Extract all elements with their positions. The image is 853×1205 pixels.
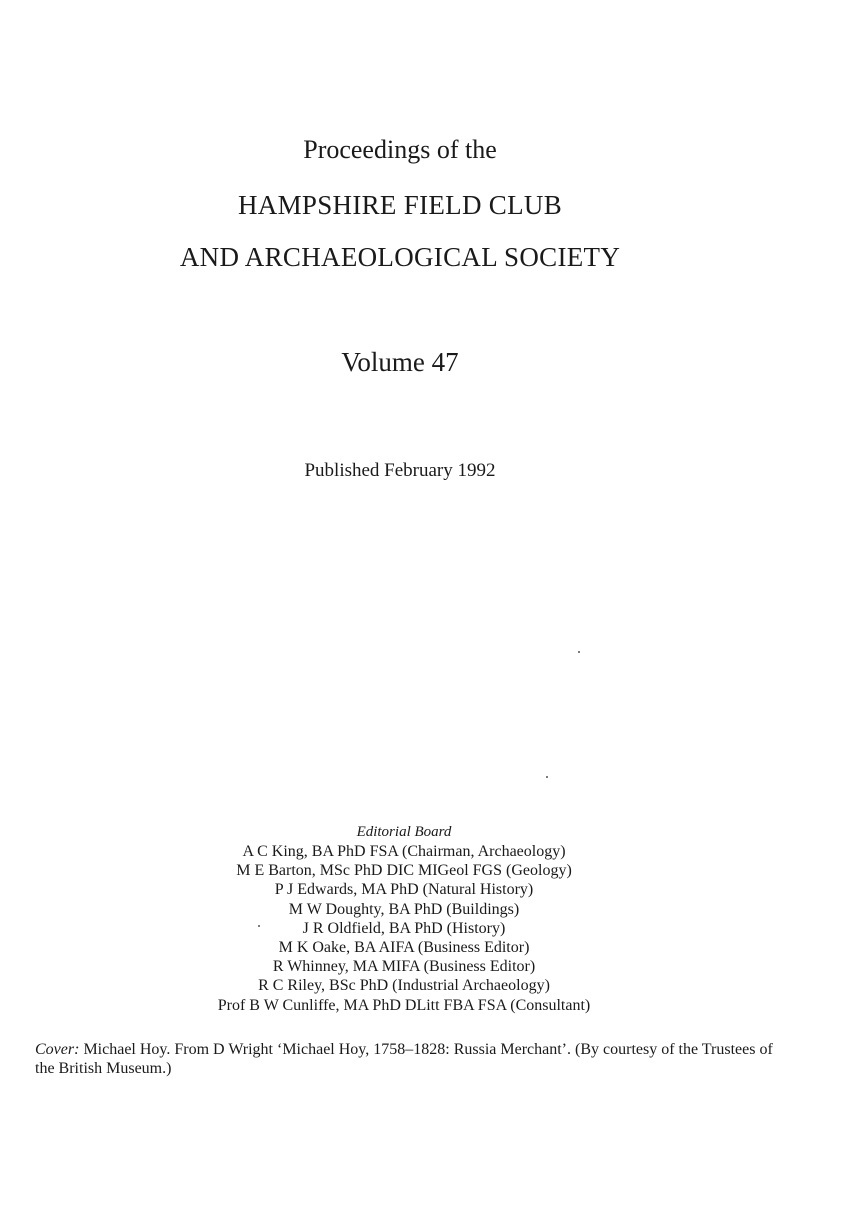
board-member: R C Riley, BSc PhD (Industrial Archaeology) — [258, 977, 550, 995]
editorial-board-heading: Editorial Board — [356, 824, 452, 840]
board-member: M E Barton, MSc PhD DIC MIGeol FGS (Geology) — [236, 862, 572, 880]
board-member: J R Oldfield, BA PhD (History) — [302, 919, 506, 937]
board-member: M W Doughty, BA PhD (Buildings) — [288, 900, 520, 918]
cover-note-text: Michael Hoy. From D Wright ‘Michael Hoy, 1758–1828: Russia Merchant’. (By courtesy of the Trustees of the British Museum.) — [35, 1041, 773, 1077]
publication-date: Published February 1992 — [304, 460, 496, 481]
editorial-board-list — [0, 842, 808, 1015]
board-member: Prof B W Cunliffe, MA PhD DLitt FBA FSA (Consultant) — [217, 996, 591, 1014]
society-title-line-2: AND ARCHAEOLOGICAL SOCIETY — [179, 242, 621, 272]
board-member: R Whinney, MA MIFA (Business Editor) — [272, 958, 536, 976]
board-member: A C King, BA PhD FSA (Chairman, Archaeology) — [242, 843, 566, 860]
board-member: P J Edwards, MA PhD (Natural History) — [274, 881, 534, 899]
cover-note — [35, 1040, 785, 1078]
cover-note-label: Cover: — [35, 1041, 80, 1058]
society-title-line-1: HAMPSHIRE FIELD CLUB — [237, 190, 563, 220]
editorial-board — [0, 822, 808, 1015]
volume-number: Volume 47 — [341, 347, 459, 377]
board-member: M K Oake, BA AIFA (Business Editor) — [278, 939, 530, 957]
proceedings-line: Proceedings of the — [303, 135, 497, 164]
scan-speck — [546, 776, 548, 778]
scan-speck — [578, 651, 580, 653]
